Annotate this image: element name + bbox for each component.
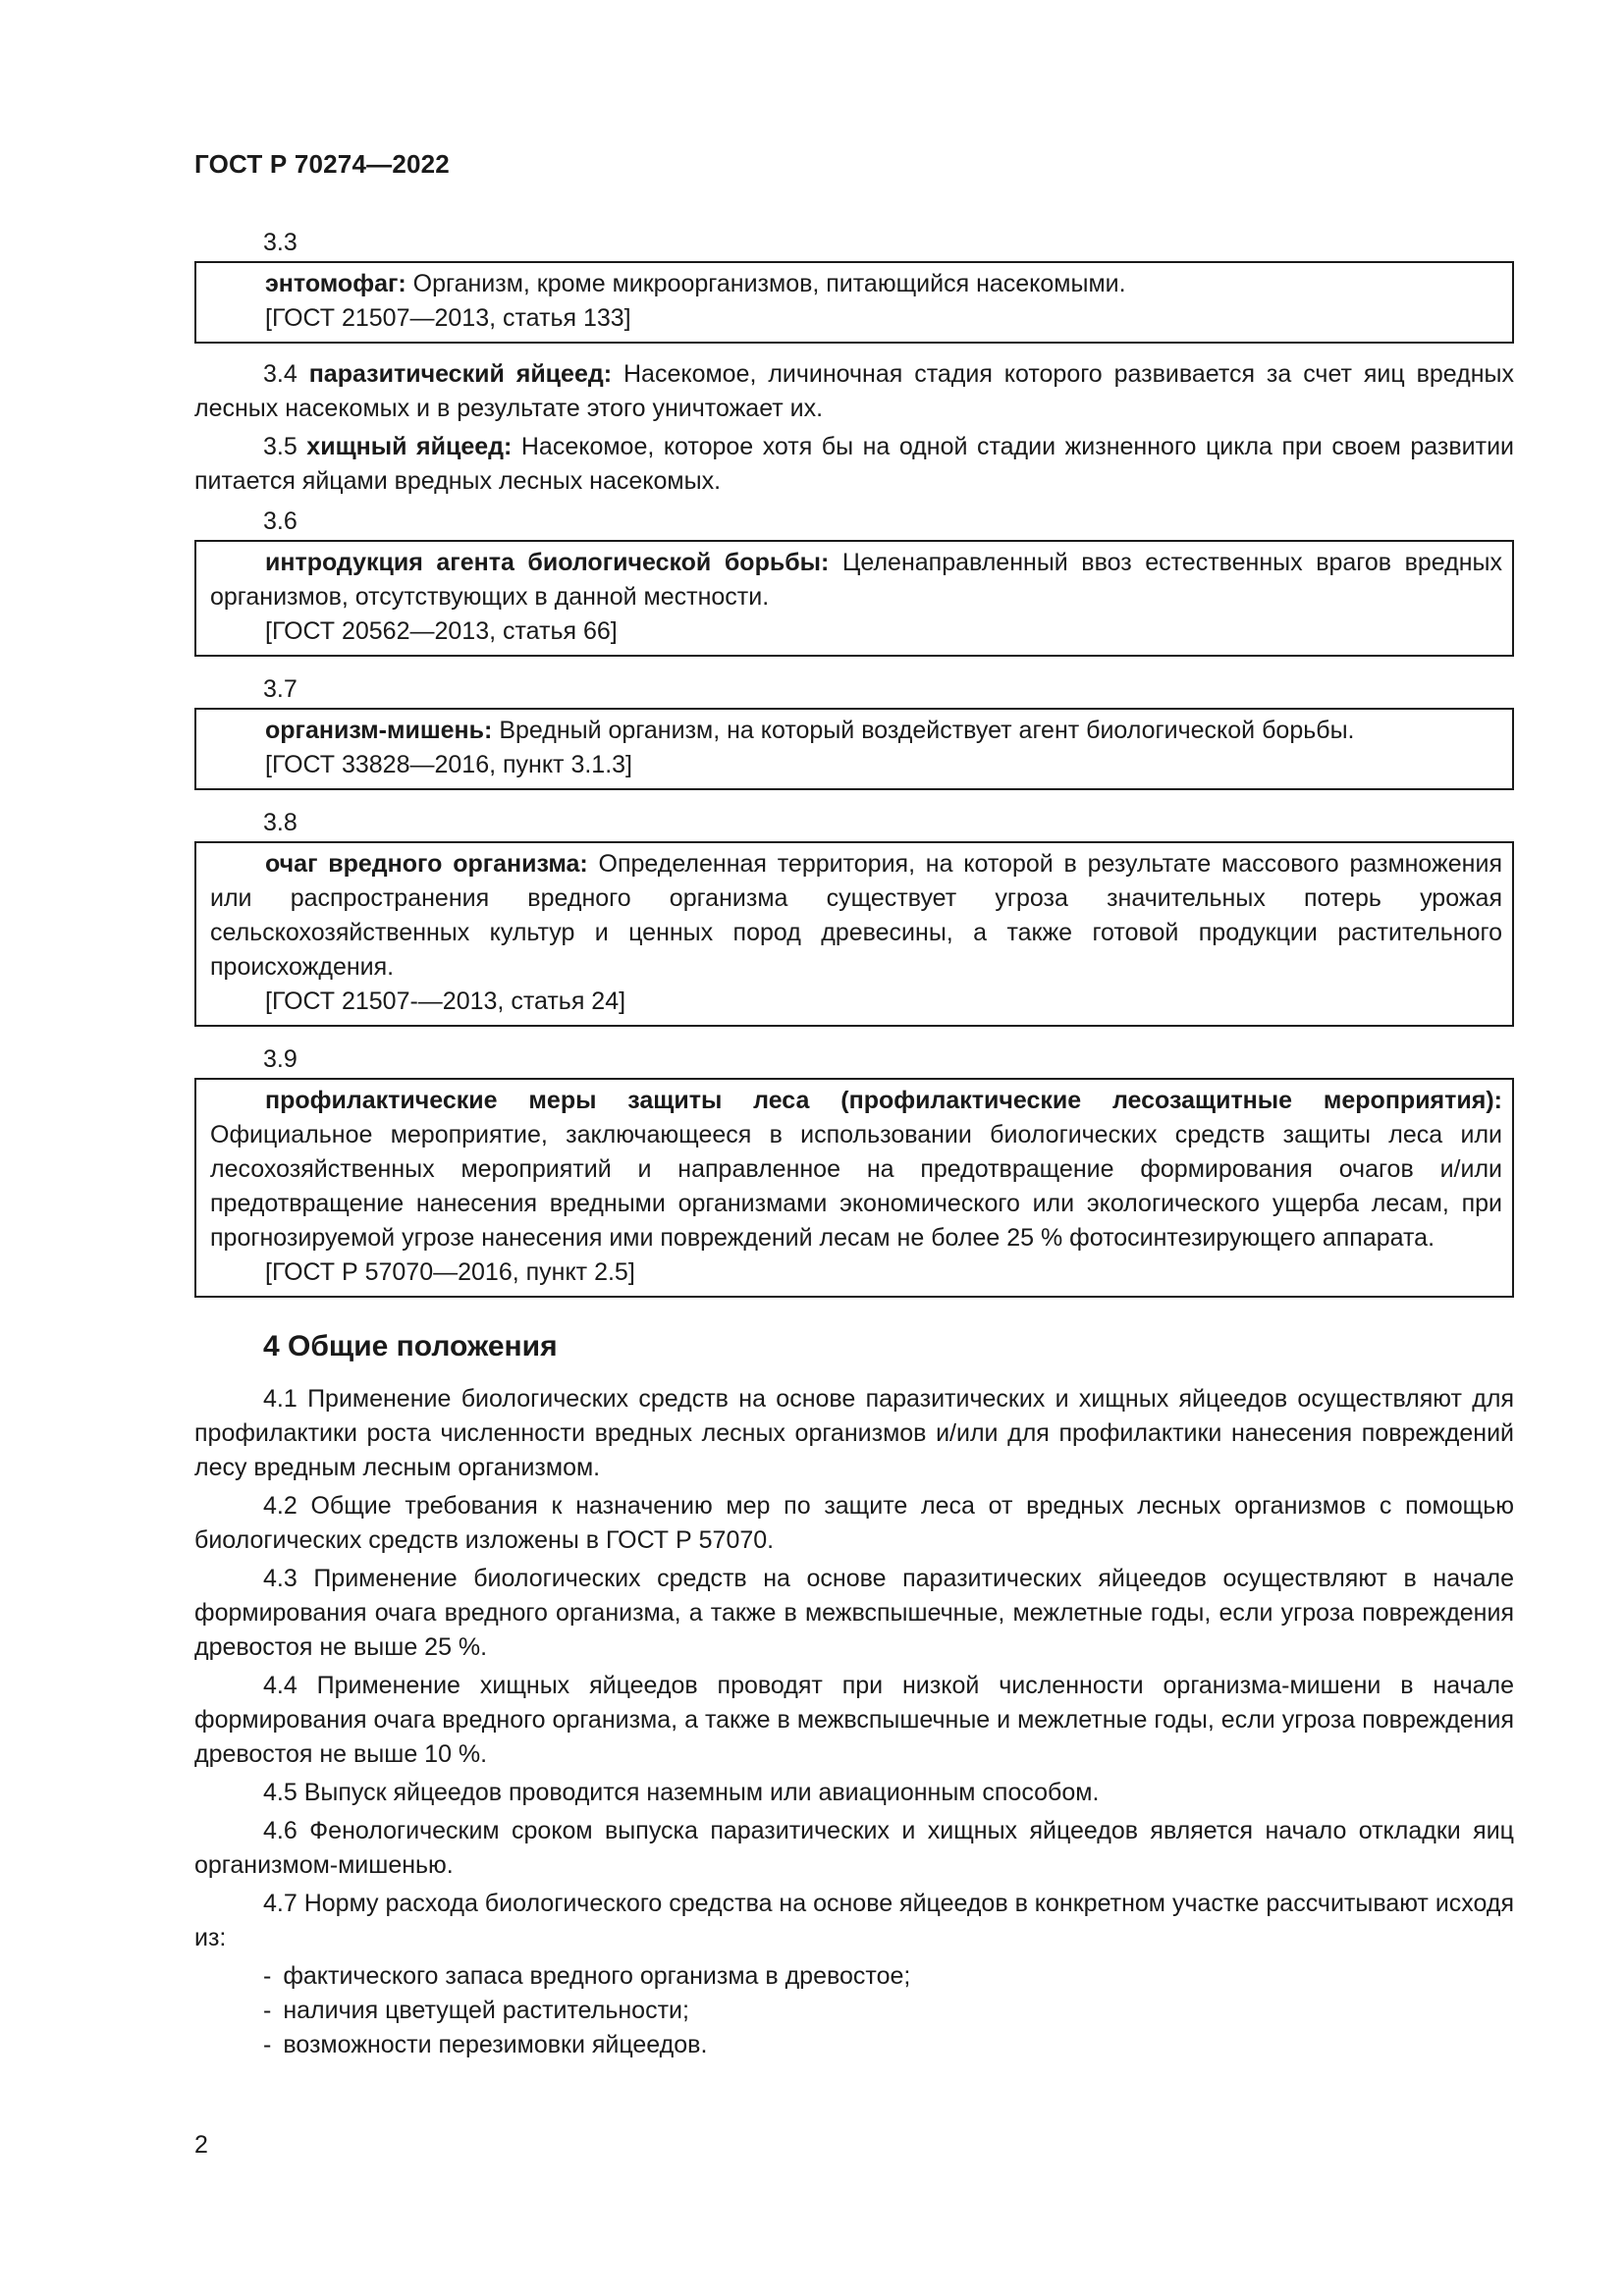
list-item [194,1994,1514,2028]
term-reference: [ГОСТ 20562—2013, статья 66] [265,617,618,645]
term-name: хищный яйцеед: [306,433,513,460]
term-definition: Целенаправленный ввоз естественных врагов вредных организмов, отсутствующих в данной местности. [210,549,1502,611]
term-name: очаг вредного организма: [265,850,588,878]
term-number: 3.5 [263,433,298,460]
document-header: ГОСТ Р 70274—2022 [194,149,450,179]
term-definition: Насекомое, личиночная стадия которого развивается за счет яиц вредных лесных насекомых и в результате этого уничтожает их. [194,360,1515,422]
term-definition: Официальное мероприятие, заключающееся в использовании биологических средств защиты леса или лесохозяйственных мероприятий и направленное на предотвращение формирования очагов и/или предотвращение нанесения вредными организмами экономического или экологического ущерба лесам, при прогнозируемой угрозе нанесения ими повреждений лесам не более 25 % фотосинтезирующего аппарата. [210,1121,1502,1252]
term-number: 3.9 [263,1045,298,1073]
list-marker: - [263,1962,272,1990]
term-box [194,261,1514,344]
term-number: 3.4 [263,360,298,388]
term-definition: Вредный организм, на который воздействует агент биологической борьбы. [499,717,1355,744]
list-marker: - [263,2031,272,2058]
list-item-text: наличия цветущей растительности; [283,1997,689,2024]
term-number: 3.7 [263,675,298,703]
term-reference: [ГОСТ Р 57070—2016, пункт 2.5] [265,1258,635,1286]
term-name: организм-мишень: [265,717,493,744]
term-box [194,1078,1514,1298]
section-paragraph: 4.3 Применение биологических средств на основе паразитических яйцеедов осуществляют в начале формирования очага вредного организма, а также в межвспышечные, межлетные годы, если угроза повреждения древостоя не выше 25 %. [194,1565,1514,1661]
term-box [194,841,1514,1027]
term-entry [210,267,1502,301]
term-box [194,540,1514,657]
list-item-text: фактического запаса вредного организма в древостое; [283,1962,911,1990]
section-paragraph: 4.7 Норму расхода биологического средства на основе яйцеедов в конкретном участке рассчитывают исходя из: [194,1890,1514,1951]
term-number: 3.6 [263,507,298,535]
list-item-text: возможности перезимовки яйцеедов. [283,2031,708,2058]
list-marker: - [263,1997,272,2024]
bullet-list [194,1959,1514,2062]
term-name: паразитический яйцеед: [308,360,613,388]
section-paragraph: 4.4 Применение хищных яйцеедов проводят при низкой численности организма-мишени в начале формирования очага вредного организма, а также в межвспышечные и межлетные годы, если угроза повреждения древостоя не выше 10 %. [194,1672,1514,1768]
term-box [194,708,1514,790]
term-number: 3.8 [263,809,298,836]
term-definition: Насекомое, которое хотя бы на одной стадии жизненного цикла при своем развитии питается яйцами вредных лесных насекомых. [194,433,1515,495]
term-definition: Организм, кроме микроорганизмов, питающийся насекомыми. [412,270,1126,297]
section-paragraph: 4.2 Общие требования к назначению мер по защите леса от вредных лесных организмов с помощью биологических средств изложены в ГОСТ Р 57070. [194,1492,1514,1554]
term-entry [210,714,1502,748]
term-reference: [ГОСТ 21507-—2013, статья 24] [265,988,626,1015]
term-number: 3.3 [263,229,298,256]
term-reference: [ГОСТ 33828—2016, пункт 3.1.3] [265,751,632,778]
term-reference: [ГОСТ 21507—2013, статья 133] [265,304,631,332]
page-number: 2 [194,2131,208,2159]
section-paragraph: 4.6 Фенологическим сроком выпуска паразитических и хищных яйцеедов является начало откладки яиц организмом-мишенью. [194,1817,1514,1879]
term-entry [194,430,1514,499]
section-heading: 4 Общие положения [263,1330,558,1362]
list-item [194,1959,1514,1994]
term-name: интродукция агента биологической борьбы: [265,549,830,576]
term-name: профилактические меры защиты леса (профилактические лесозащитные мероприятия): [265,1087,1502,1114]
section-paragraph: 4.1 Применение биологических средств на основе паразитических и хищных яйцеедов осуществляют для профилактики роста численности вредных лесных организмов и/или для профилактики нанесения повреждений лесу вредным лесным организмом. [194,1385,1514,1481]
term-entry [210,847,1502,985]
term-name: энтомофаг: [265,270,406,297]
page-content [194,224,1514,2062]
term-entry [194,357,1514,426]
term-definition: Определенная территория, на которой в результате массового размножения или распространения вредного организма существует угроза значительных потерь урожая сельскохозяйственных культур и ценных пород древесины, а также готовой продукции растительного происхождения. [210,850,1502,981]
term-entry [210,1084,1502,1255]
term-entry [210,546,1502,614]
section-paragraph: 4.5 Выпуск яйцеедов проводится наземным или авиационным способом. [263,1779,1100,1806]
list-item [194,2028,1514,2062]
